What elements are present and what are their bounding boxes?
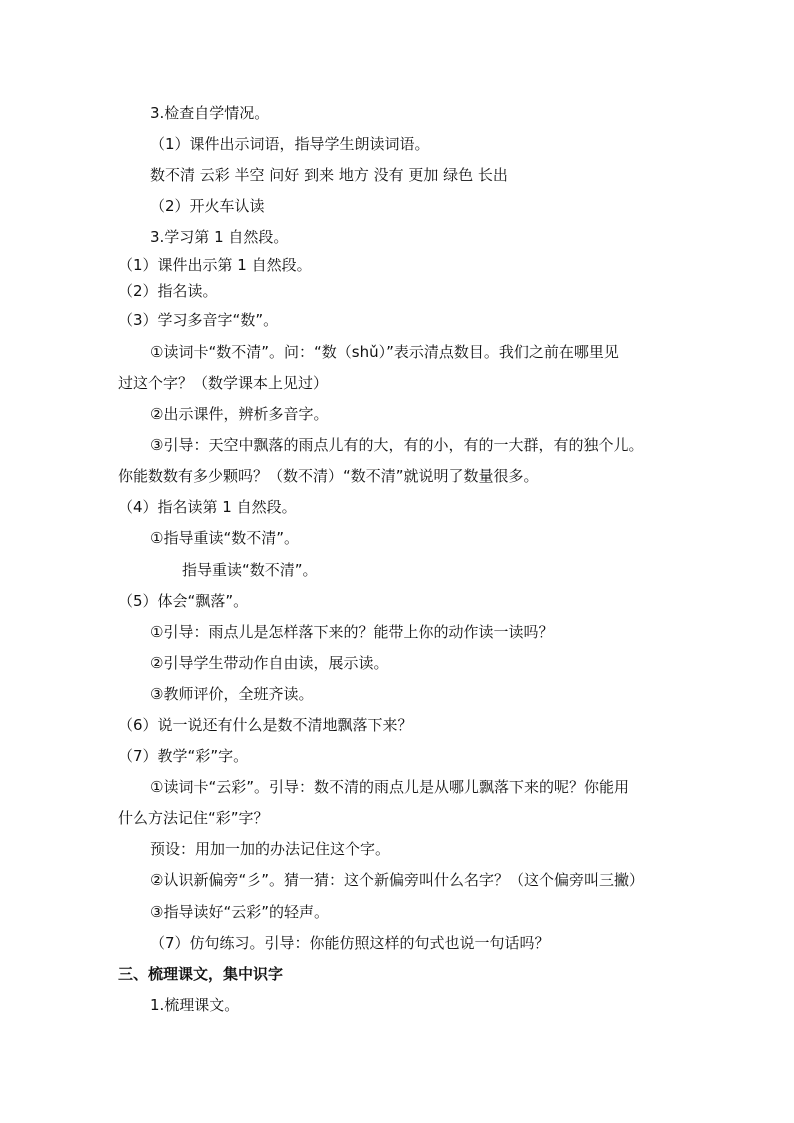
text-line: 指导重读“数不清”。	[182, 561, 318, 579]
text-line: ①引导：雨点儿是怎样落下来的？能带上你的动作读一读吗？	[150, 623, 554, 641]
text-line: （6）说一说还有什么是数不清地飘落下来？	[118, 716, 413, 734]
word-list: 数不清 云彩 半空 问好 到来 地方 没有 更加 绿色 长出	[150, 166, 508, 184]
text-line: ②出示课件，辨析多音字。	[150, 405, 329, 423]
text-line: （3）学习多音字“数”。	[118, 311, 279, 329]
text-line: （7）教学“彩”字。	[118, 747, 249, 765]
text-line: ③指导读好“云彩”的轻声。	[150, 903, 329, 921]
text-line: ②认识新偏旁“彡”。猜一猜：这个新偏旁叫什么名字？（这个偏旁叫三撇）	[150, 871, 644, 889]
text-line: ①读词卡“数不清”。问：“数（shǔ）”表示清点数目。我们之前在哪里见	[150, 343, 619, 361]
text-line: ①读词卡“云彩”。引导：数不清的雨点儿是从哪儿飘落下来的呢？你能用	[150, 778, 629, 796]
text-line: ③教师评价，全班齐读。	[150, 685, 314, 703]
text-line: 你能数数有多少颗吗？（数不清）“数不清”就说明了数量很多。	[118, 467, 539, 485]
text-line: 过这个字？（数学课本上见过）	[118, 374, 329, 392]
text-line: ①指导重读“数不清”。	[150, 529, 299, 547]
section-heading: 三、梳理课文，集中识字	[118, 965, 284, 983]
text-line: （2）开火车认读	[150, 197, 265, 215]
text-line: ②引导学生带动作自由读，展示读。	[150, 654, 389, 672]
text-line: （1）课件出示第 1 自然段。	[118, 256, 312, 274]
text-line: 什么方法记住“彩”字？	[118, 809, 269, 827]
text-line: 3.检查自学情况。	[150, 104, 270, 122]
text-line: （7）仿句练习。引导：你能仿照这样的句式也说一句话吗？	[150, 934, 550, 952]
text-line: （5）体会“飘落”。	[118, 592, 249, 610]
text-line: （4）指名读第 1 自然段。	[118, 498, 297, 516]
text-line: 预设：用加一加的办法记住这个字。	[150, 840, 391, 858]
text-line: （2）指名读。	[118, 282, 218, 300]
text-line: 3.学习第 1 自然段。	[150, 228, 289, 246]
text-line: 1.梳理课文。	[150, 996, 240, 1014]
text-line: （1）课件出示词语，指导学生朗读词语。	[150, 135, 430, 153]
text-line: ③引导：天空中飘落的雨点儿有的大，有的小，有的一大群，有的独个儿。	[150, 436, 644, 454]
